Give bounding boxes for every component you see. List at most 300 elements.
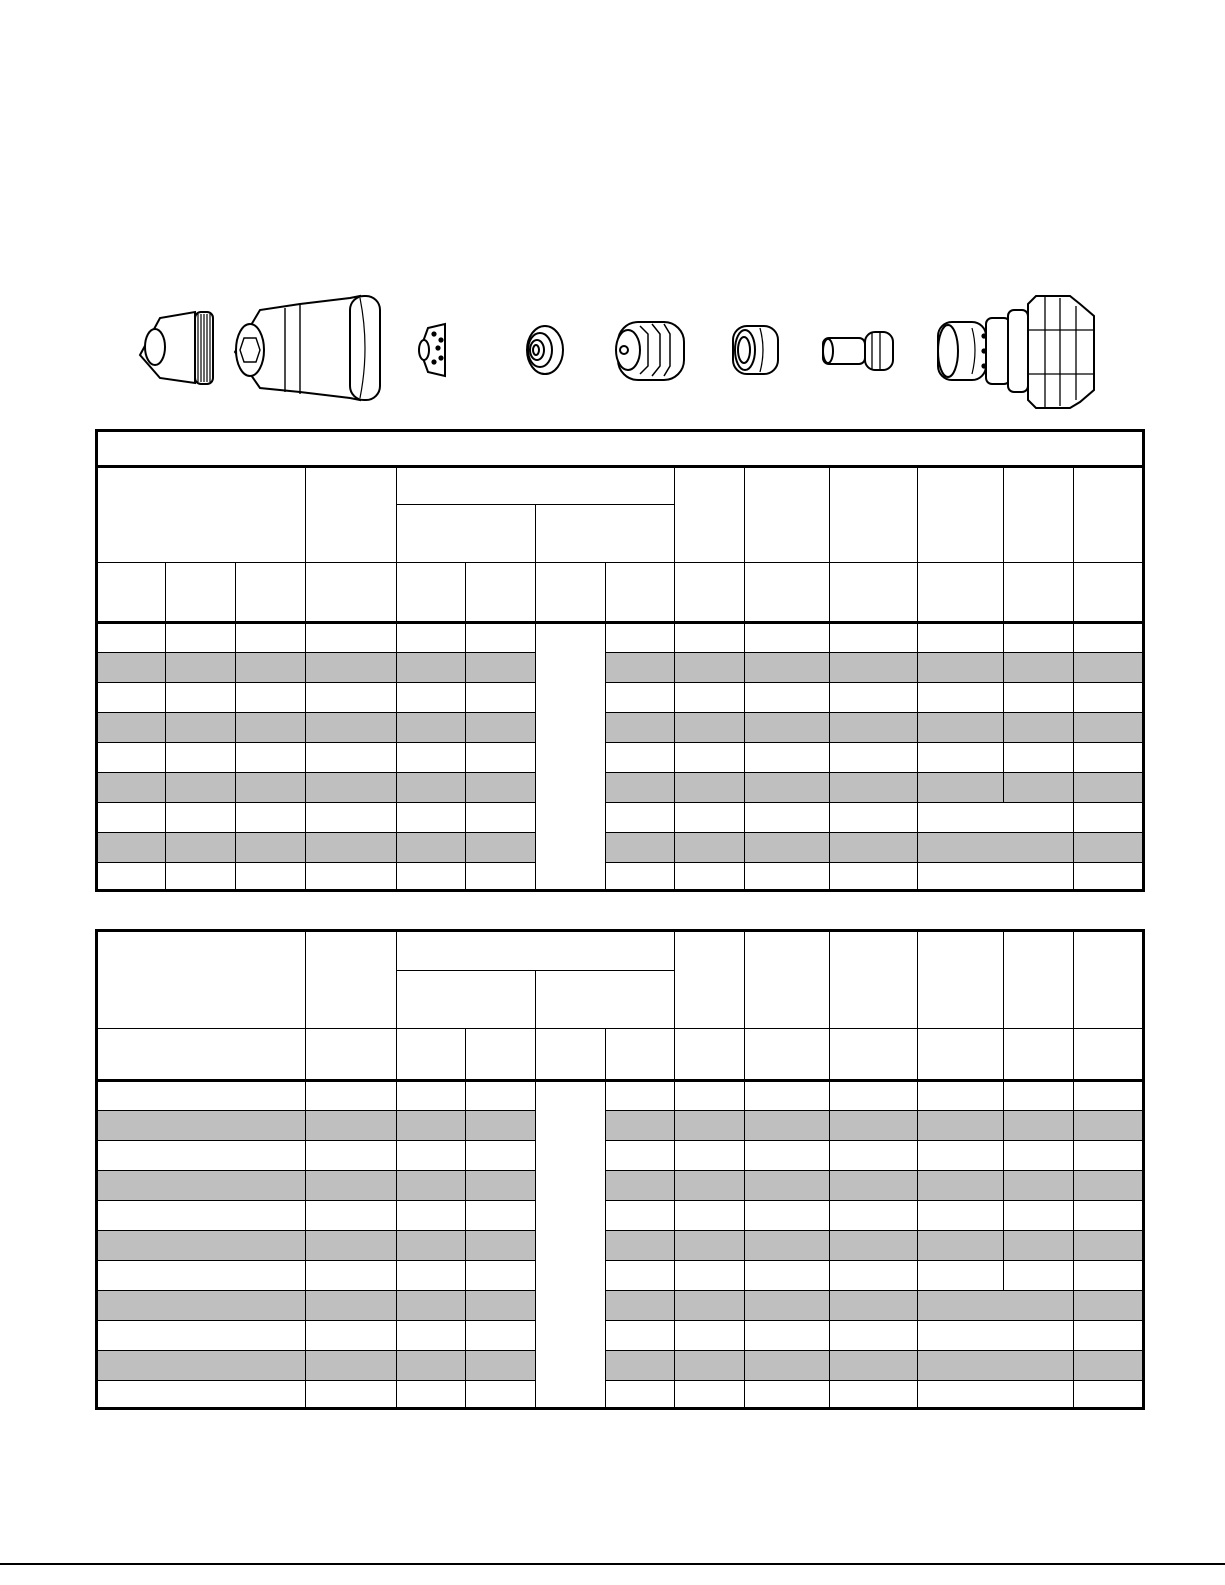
- table-cell: [830, 1201, 918, 1231]
- table-cell: [466, 1171, 536, 1201]
- table-cell: [675, 743, 745, 773]
- table-cell: [745, 683, 830, 713]
- table-cell: [745, 623, 830, 653]
- table-cell: [830, 863, 918, 891]
- table-cell: [97, 803, 166, 833]
- table-cell: [1074, 773, 1144, 803]
- table-cell: [1074, 623, 1144, 653]
- table-cell: [97, 743, 166, 773]
- table-cell: [675, 1261, 745, 1291]
- table-cell: [675, 1381, 745, 1409]
- table-cell: [1074, 683, 1144, 713]
- table1-col-header: [675, 563, 745, 623]
- table1-header-cell: [306, 467, 397, 563]
- table-cell: [918, 713, 1004, 743]
- table-cell: [918, 773, 1004, 803]
- table-cell: [1074, 1231, 1144, 1261]
- table-cell: [830, 773, 918, 803]
- table-cell: [830, 653, 918, 683]
- table-cell: [466, 1201, 536, 1231]
- table-cell: [675, 773, 745, 803]
- table-cell: [1074, 1171, 1144, 1201]
- table-cell: [236, 653, 306, 683]
- table-cell: [606, 1171, 675, 1201]
- table1-header-cell: [918, 467, 1004, 563]
- table2-col-header: [1004, 1029, 1074, 1081]
- table-cell: [1074, 743, 1144, 773]
- table-cell: [606, 1231, 675, 1261]
- table-cell: [606, 1291, 675, 1321]
- table-cell: [1074, 803, 1144, 833]
- table-cell: [1074, 1201, 1144, 1231]
- table1-col-header: [397, 563, 466, 623]
- table-cell: [97, 1081, 306, 1111]
- table-cell: [466, 1351, 536, 1381]
- table-cell: [745, 1201, 830, 1231]
- table-cell: [830, 743, 918, 773]
- table-cell: [830, 713, 918, 743]
- table-cell: [918, 1141, 1004, 1171]
- table-cell: [1004, 1201, 1074, 1231]
- table-cell: [1074, 713, 1144, 743]
- table-cell: [675, 653, 745, 683]
- electrode-icon: [823, 332, 893, 370]
- table-cell: [306, 743, 397, 773]
- table-cell: [397, 1321, 466, 1351]
- table-cell: [830, 623, 918, 653]
- table2-col-header: [397, 1029, 466, 1081]
- table-row: [97, 1201, 1144, 1231]
- table-cell: [745, 773, 830, 803]
- table-cell: [306, 1111, 397, 1141]
- table-cell: [466, 713, 536, 743]
- table-cell: [236, 713, 306, 743]
- table-cell: [830, 1261, 918, 1291]
- table-cell: [918, 1111, 1004, 1141]
- swirl-ring-icon: [733, 326, 778, 374]
- table-cell: [166, 863, 236, 891]
- table2-col-header: [745, 1029, 830, 1081]
- table-cell: [236, 683, 306, 713]
- table1-col-header: [918, 563, 1004, 623]
- table-cell: [830, 1321, 918, 1351]
- table-cell: [675, 713, 745, 743]
- table-cell: [397, 683, 466, 713]
- table2-col-header: [606, 1029, 675, 1081]
- table1-header-group: [397, 467, 675, 505]
- table-cell: [830, 803, 918, 833]
- table-cell: [1074, 1351, 1144, 1381]
- consumables-table-2: [95, 929, 1145, 1410]
- table-cell: [745, 1231, 830, 1261]
- table2-subheader: [536, 971, 675, 1029]
- table1-col-header: [466, 563, 536, 623]
- table-cell: [466, 803, 536, 833]
- table-cell: [745, 1321, 830, 1351]
- table1-col-header: [536, 563, 606, 623]
- table2-merged-cell: [536, 1081, 606, 1409]
- table-cell: [606, 1351, 675, 1381]
- table-cell: [166, 683, 236, 713]
- table-cell: [675, 803, 745, 833]
- table-cell: [466, 1381, 536, 1409]
- table2-header-cell: [830, 931, 918, 1029]
- table-cell: [1074, 1381, 1144, 1409]
- table-cell: [466, 683, 536, 713]
- table-cell: [306, 1171, 397, 1201]
- table-row: [97, 713, 1144, 743]
- table-cell: [306, 803, 397, 833]
- table-cell: [918, 863, 1074, 891]
- table-cell: [397, 773, 466, 803]
- table-cell: [918, 1291, 1074, 1321]
- table1-subheader: [397, 505, 536, 563]
- table-cell: [97, 1291, 306, 1321]
- nozzle-icon: [616, 322, 684, 380]
- table2-header-cell: [745, 931, 830, 1029]
- table-cell: [606, 1111, 675, 1141]
- table-cell: [830, 1171, 918, 1201]
- table-cell: [1074, 863, 1144, 891]
- table-cell: [466, 1291, 536, 1321]
- table-cell: [306, 863, 397, 891]
- table-cell: [1004, 1231, 1074, 1261]
- table-cell: [675, 1081, 745, 1111]
- table-cell: [918, 1081, 1004, 1111]
- table-cell: [830, 1351, 918, 1381]
- table-cell: [830, 683, 918, 713]
- table-cell: [397, 653, 466, 683]
- table1-header-cell: [1074, 467, 1144, 563]
- table-cell: [466, 653, 536, 683]
- table-cell: [606, 1321, 675, 1351]
- table-cell: [466, 1111, 536, 1141]
- table-cell: [606, 833, 675, 863]
- table-cell: [97, 1171, 306, 1201]
- table-cell: [1074, 1321, 1144, 1351]
- table-cell: [397, 863, 466, 891]
- table-cell: [236, 773, 306, 803]
- table-cell: [918, 803, 1074, 833]
- table-cell: [306, 1261, 397, 1291]
- table-cell: [606, 863, 675, 891]
- table-cell: [918, 743, 1004, 773]
- table-cell: [745, 653, 830, 683]
- table-cell: [675, 683, 745, 713]
- table-cell: [745, 1111, 830, 1141]
- table-cell: [397, 1381, 466, 1409]
- table-cell: [745, 1261, 830, 1291]
- table-cell: [918, 833, 1074, 863]
- table-cell: [97, 863, 166, 891]
- table-row: [97, 653, 1144, 683]
- table-cell: [397, 623, 466, 653]
- table-cell: [466, 743, 536, 773]
- table-cell: [1074, 1141, 1144, 1171]
- table-cell: [397, 1201, 466, 1231]
- table-cell: [166, 773, 236, 803]
- table-row: [97, 1081, 1144, 1111]
- table-cell: [1004, 773, 1074, 803]
- table-cell: [306, 1081, 397, 1111]
- table-row: [97, 1261, 1144, 1291]
- table-cell: [606, 803, 675, 833]
- table2-header-cell: [1074, 931, 1144, 1029]
- consumables-illustration: [0, 0, 1225, 430]
- table-cell: [97, 683, 166, 713]
- consumables-table-1: [95, 429, 1145, 892]
- table-row: [97, 1141, 1144, 1171]
- table-row: [97, 833, 1144, 863]
- table-row: [97, 1111, 1144, 1141]
- table-cell: [97, 833, 166, 863]
- table-cell: [166, 833, 236, 863]
- table-cell: [675, 1291, 745, 1321]
- table-row: [97, 623, 1144, 653]
- table-cell: [466, 1231, 536, 1261]
- table1-col-header: [745, 563, 830, 623]
- table-cell: [675, 1111, 745, 1141]
- table-cell: [166, 653, 236, 683]
- table-cell: [166, 623, 236, 653]
- table-row: [97, 1321, 1144, 1351]
- table-cell: [306, 1141, 397, 1171]
- table-cell: [1004, 1111, 1074, 1141]
- table-cell: [466, 1141, 536, 1171]
- table-cell: [606, 1381, 675, 1409]
- table-cell: [397, 833, 466, 863]
- table-cell: [918, 623, 1004, 653]
- table-cell: [606, 1261, 675, 1291]
- table-cell: [918, 1171, 1004, 1201]
- table-cell: [606, 743, 675, 773]
- table2-header-row-3: [97, 1029, 1144, 1081]
- table-cell: [397, 1111, 466, 1141]
- table-cell: [97, 1261, 306, 1291]
- table-cell: [466, 1261, 536, 1291]
- table-cell: [306, 1321, 397, 1351]
- table2-col-header: [536, 1029, 606, 1081]
- table-cell: [306, 1201, 397, 1231]
- shield-icon: [419, 324, 445, 376]
- table-cell: [236, 623, 306, 653]
- table-cell: [1074, 1081, 1144, 1111]
- table-cell: [306, 623, 397, 653]
- table2-subheader: [397, 971, 536, 1029]
- table-cell: [306, 1231, 397, 1261]
- table-cell: [675, 833, 745, 863]
- table-row: [97, 773, 1144, 803]
- table-cell: [466, 1081, 536, 1111]
- table-cell: [918, 1351, 1074, 1381]
- table-cell: [745, 743, 830, 773]
- table-cell: [97, 1381, 306, 1409]
- table2-header-cell: [918, 931, 1004, 1029]
- table1-header-cell: [675, 467, 745, 563]
- table1-subheader: [536, 505, 675, 563]
- table-cell: [918, 1381, 1074, 1409]
- table-cell: [606, 713, 675, 743]
- table2-col-header: [466, 1029, 536, 1081]
- table-cell: [397, 713, 466, 743]
- table-row: [97, 1381, 1144, 1409]
- table1-col-header: [1074, 563, 1144, 623]
- table-cell: [1074, 1291, 1144, 1321]
- table-cell: [830, 1231, 918, 1261]
- table1-col-header: [606, 563, 675, 623]
- table-cell: [675, 1171, 745, 1201]
- table1-title-row: [97, 431, 1144, 467]
- table2-header-group: [397, 931, 675, 971]
- table-cell: [466, 623, 536, 653]
- table1-col-header: [166, 563, 236, 623]
- table1-header-row-1: [97, 467, 1144, 505]
- table-cell: [675, 863, 745, 891]
- table-cell: [606, 1201, 675, 1231]
- table1-header-cell: [745, 467, 830, 563]
- nozzle-retainer-icon: [527, 326, 563, 374]
- table-cell: [675, 1321, 745, 1351]
- table-cell: [236, 833, 306, 863]
- table-cell: [745, 803, 830, 833]
- table-cell: [606, 653, 675, 683]
- table-cell: [97, 1351, 306, 1381]
- table-cell: [1004, 653, 1074, 683]
- table-cell: [97, 1141, 306, 1171]
- table1-header-cell: [97, 467, 306, 563]
- table-cell: [306, 1291, 397, 1321]
- table-row: [97, 683, 1144, 713]
- table-cell: [1004, 1261, 1074, 1291]
- table-cell: [97, 623, 166, 653]
- table-cell: [745, 1291, 830, 1321]
- table-cell: [745, 1081, 830, 1111]
- table-cell: [675, 1351, 745, 1381]
- table-cell: [1004, 1171, 1074, 1201]
- table-cell: [675, 623, 745, 653]
- table1-col-header: [830, 563, 918, 623]
- table2-col-header: [1074, 1029, 1144, 1081]
- table-cell: [606, 1141, 675, 1171]
- table-row: [97, 863, 1144, 891]
- table2-col-header: [675, 1029, 745, 1081]
- table2-header-cell: [1004, 931, 1074, 1029]
- table-row: [97, 803, 1144, 833]
- table-cell: [745, 833, 830, 863]
- table-cell: [1004, 743, 1074, 773]
- table-cell: [606, 773, 675, 803]
- table-cell: [306, 683, 397, 713]
- table-cell: [397, 1081, 466, 1111]
- table-cell: [166, 803, 236, 833]
- table-cell: [397, 1171, 466, 1201]
- table-cell: [1074, 1111, 1144, 1141]
- table-cell: [918, 1231, 1004, 1261]
- table-cell: [745, 713, 830, 743]
- table-cell: [397, 743, 466, 773]
- table2-col-header: [97, 1029, 306, 1081]
- table-cell: [236, 803, 306, 833]
- table2-header-cell: [675, 931, 745, 1029]
- table-cell: [745, 1141, 830, 1171]
- table1-col-header: [97, 563, 166, 623]
- table-row: [97, 1171, 1144, 1201]
- table2-header-cell: [306, 931, 397, 1029]
- table-cell: [830, 1081, 918, 1111]
- table1-merged-cell: [536, 623, 606, 891]
- table-cell: [236, 863, 306, 891]
- table-cell: [397, 1291, 466, 1321]
- table-cell: [166, 713, 236, 743]
- table-row: [97, 1351, 1144, 1381]
- shield-cap-icon: [140, 312, 213, 384]
- table-cell: [397, 803, 466, 833]
- table-cell: [306, 653, 397, 683]
- table-cell: [918, 1261, 1004, 1291]
- table2-col-header: [306, 1029, 397, 1081]
- table1-title: [97, 431, 1144, 467]
- table1-header-cell: [830, 467, 918, 563]
- table-cell: [1004, 623, 1074, 653]
- table-cell: [1004, 683, 1074, 713]
- table2-col-header: [830, 1029, 918, 1081]
- table-cell: [306, 773, 397, 803]
- table-cell: [675, 1201, 745, 1231]
- table-cell: [745, 1381, 830, 1409]
- table-cell: [745, 1351, 830, 1381]
- table-cell: [675, 1141, 745, 1171]
- table-cell: [397, 1231, 466, 1261]
- table-cell: [97, 1111, 306, 1141]
- table1-col-header: [236, 563, 306, 623]
- table-cell: [918, 1201, 1004, 1231]
- table-cell: [918, 683, 1004, 713]
- table2-header-cell: [97, 931, 306, 1029]
- table-cell: [97, 653, 166, 683]
- table-cell: [606, 623, 675, 653]
- table-cell: [397, 1141, 466, 1171]
- table-cell: [830, 1141, 918, 1171]
- table-cell: [97, 1201, 306, 1231]
- table-cell: [97, 1321, 306, 1351]
- table-cell: [236, 743, 306, 773]
- table-cell: [466, 833, 536, 863]
- table-cell: [97, 713, 166, 743]
- table-cell: [397, 1261, 466, 1291]
- table-cell: [306, 1351, 397, 1381]
- table-cell: [466, 863, 536, 891]
- table1-col-header: [1004, 563, 1074, 623]
- table-cell: [1004, 713, 1074, 743]
- table-cell: [97, 773, 166, 803]
- table2-col-header: [918, 1029, 1004, 1081]
- table1-col-header: [306, 563, 397, 623]
- table1-header-row-3: [97, 563, 1144, 623]
- table-cell: [675, 1231, 745, 1261]
- table-cell: [397, 1351, 466, 1381]
- table-cell: [1074, 833, 1144, 863]
- table1-header-cell: [1004, 467, 1074, 563]
- table-cell: [166, 743, 236, 773]
- table-cell: [1074, 1261, 1144, 1291]
- table-cell: [306, 1381, 397, 1409]
- table-cell: [466, 773, 536, 803]
- table-cell: [830, 1381, 918, 1409]
- table-cell: [306, 713, 397, 743]
- table-cell: [97, 1231, 306, 1261]
- table-row: [97, 1231, 1144, 1261]
- table-row: [97, 743, 1144, 773]
